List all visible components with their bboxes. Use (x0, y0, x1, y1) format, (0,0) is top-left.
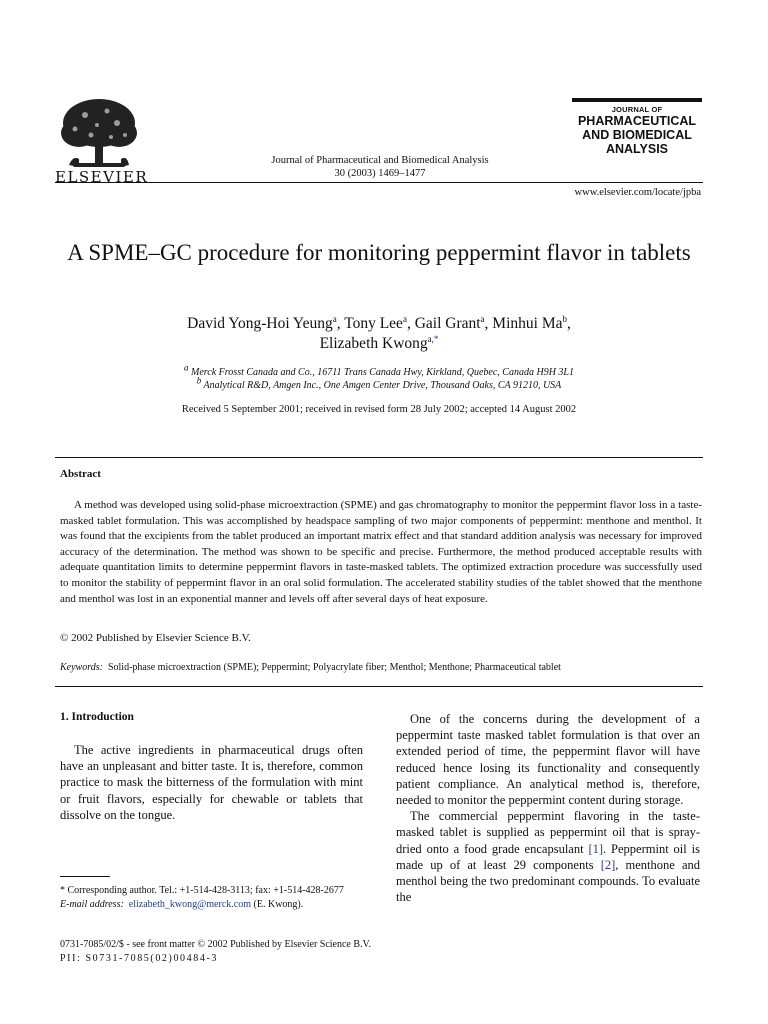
email-link[interactable]: elizabeth_kwong@merck.com (128, 899, 252, 910)
right-column (396, 711, 700, 905)
journal-title-line3: ANALYSIS (605, 142, 669, 156)
author-affiliation-mark: b (562, 313, 567, 324)
email-line: E-mail address: elizabeth_kwong@merck.com (E. Kwong). (60, 899, 304, 910)
issn-line: 0731-7085/02/$ - see front matter © 2002 Published by Elsevier Science B.V. (60, 939, 371, 950)
corresponding-author-note: * Corresponding author. Tel.: +1-514-428-3113; fax: +1-514-428-2677 (60, 885, 344, 896)
keywords-label: Keywords: (60, 662, 103, 673)
affiliations (55, 362, 703, 392)
journal-volume: 30 (2003) 1469–1477 (334, 168, 426, 179)
copyright-notice: © 2002 Published by Elsevier Science B.V. (60, 632, 251, 644)
footnote (60, 884, 363, 912)
abstract-bottom-divider (55, 686, 703, 687)
intro-paragraph-1: The active ingredients in pharmaceutical drugs often have an unpleasant and bitter taste. It is, therefore, common practice to mask the bitterness of the formulation with mint or fruit flavors, especially for chewable or tablets that dissolve on the tongue. (60, 743, 363, 822)
abstract-top-divider (55, 457, 703, 458)
keywords (60, 662, 702, 673)
front-matter (60, 938, 460, 966)
author-affiliation-mark: a (480, 313, 485, 324)
publisher-name: ELSEVIER (55, 168, 149, 186)
author-name: Tony Lee (344, 315, 403, 332)
section-heading-introduction: 1. Introduction (60, 711, 134, 723)
author-affiliation-mark: a (402, 313, 407, 324)
reference-link-1[interactable]: [1] (588, 841, 604, 856)
email-label: E-mail address: (60, 899, 124, 910)
author-list: David Yong-Hoi Yeung$^a$, Tony Lee$^a$, Gail Grant$^a$, Minhui Ma$^b$, Elizabeth Kwong$^{a,*}$ (187, 313, 571, 352)
pii-line: PII: S0731-7085(02)00484-3 (60, 953, 218, 964)
affiliation-a: $^a$ Merck Frosst Canada and Co., 16711 Trans Canada Hwy, Kirkland, Quebec, Canada H9H 3L1 (184, 362, 574, 378)
journal-title-line2: AND BIOMEDICAL (582, 128, 692, 142)
author-affiliation-mark: a (332, 313, 337, 324)
author-name: Elizabeth Kwong (319, 335, 428, 352)
keywords-text: Solid-phase microextraction (SPME); Peppermint; Polyacrylate fiber; Menthol; Menthone; Pharmaceutical tablet (107, 662, 561, 673)
journal-title-block (572, 98, 702, 156)
author-name: David Yong-Hoi Yeung (187, 315, 333, 332)
abstract-heading: Abstract (60, 468, 101, 480)
author-name: Minhui Ma (492, 315, 563, 332)
intro-paragraph-2: One of the concerns during the development of a peppermint taste masked tablet formulation is that over an extended period of time, the peppermint flavor will have reduced hence losing its functionality and consequently patient compliance. An analytical method is, therefore, needed to monitor the peppermint content during storage. (396, 712, 700, 808)
affiliation-b: $^b$ Analytical R&D, Amgen Inc., One Amgen Center Drive, Thousand Oaks, CA 91210, USA (196, 375, 562, 391)
footnote-divider (60, 876, 110, 877)
author-affiliation-mark: a,* (427, 333, 439, 344)
author-name: Gail Grant (414, 315, 481, 332)
header-divider (55, 182, 703, 183)
journal-citation (230, 154, 530, 180)
received-dates: Received 5 September 2001; received in revised form 28 July 2002; accepted 14 August 2002 (181, 404, 577, 415)
paper-title: A SPME–GC procedure for monitoring peppermint flavor in tablets (67, 240, 691, 265)
journal-url-link[interactable]: www.elsevier.com/locate/jpba (574, 187, 701, 198)
journal-title-small: JOURNAL OF (611, 105, 663, 114)
corresponding-author-link[interactable]: * (433, 333, 439, 344)
abstract-text: A method was developed using solid-phase microextraction (SPME) and gas chromatography to monitor the peppermint flavor loss in a taste-masked tablet formulation. This was accomplished by headspace sampling of two major components of peppermint: menthone and menthol. It was found that the excipients from the tablet produced an important matrix effect and that standard addition analysis was necessary for improved accuracy of the determination. The method was shown to be specific and precise. Furthermore, the method produced acceptable results with adequate quantitation limits to determine peppermint flavors in taste-masked tablets. The optimized extraction procedure was successfully used to monitor the stability of peppermint flavor in an oral solid formulation. The accelerated stability studies of the tablet showed that the menthone and menthol was lost in an exponential manner and levels off after several days of heat exposure. (60, 499, 702, 605)
reference-link-2[interactable]: [2] (600, 857, 616, 872)
journal-name: Journal of Pharmaceutical and Biomedical Analysis (271, 155, 489, 166)
journal-title-line1: PHARMACEUTICAL (577, 114, 697, 128)
intro-paragraph-3: The commercial peppermint flavoring in the taste-masked tablet is supplied as peppermint oil that is spray-dried onto a food grade encapsulant [1]. Peppermint oil is made up of at least 29 components [2], menthone and menthol being the two predominant compounds. To evaluate the (396, 809, 700, 905)
